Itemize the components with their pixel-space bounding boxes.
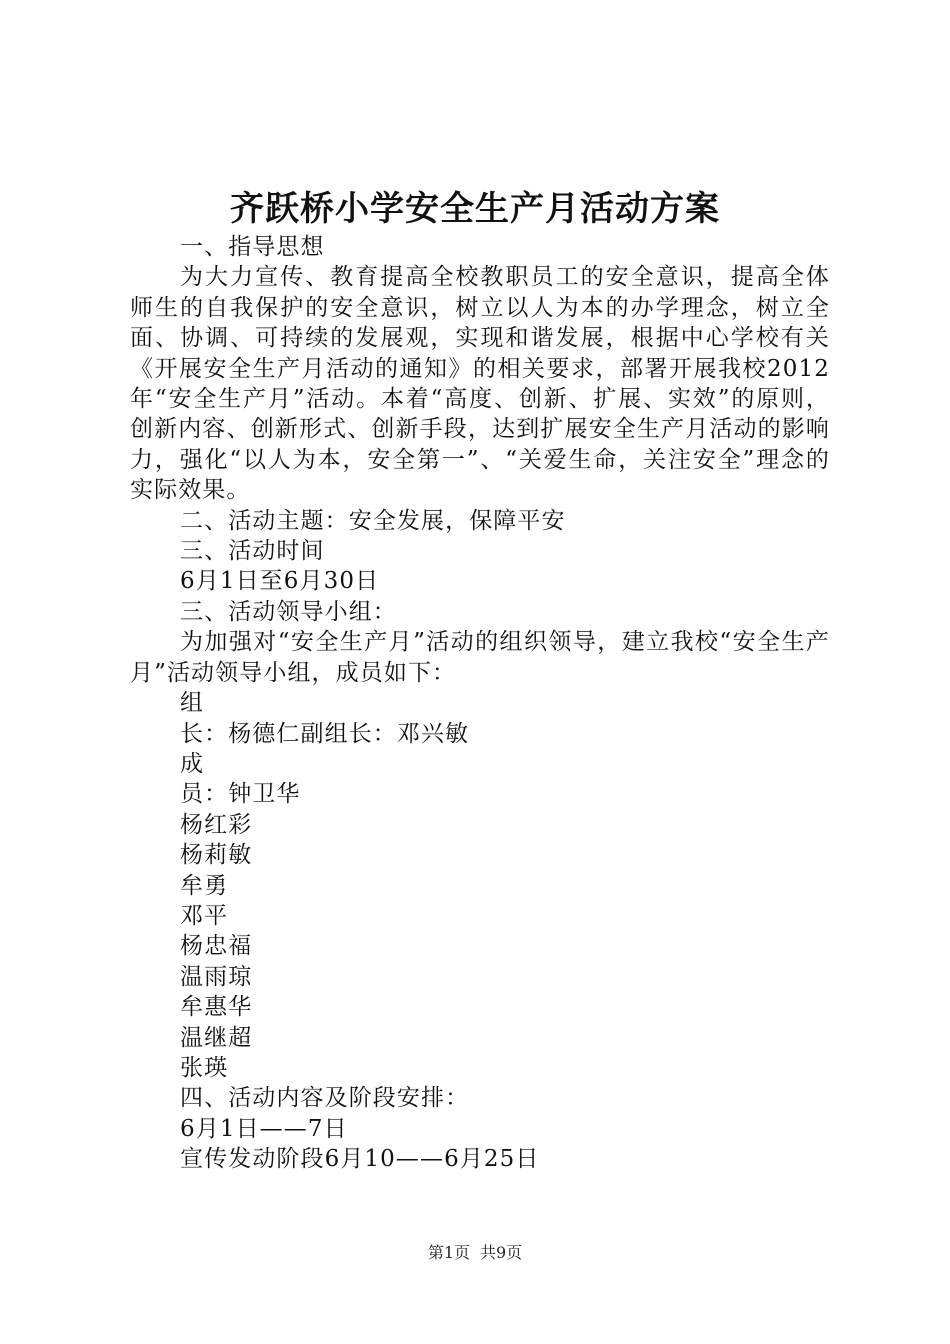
page-number: 第1页	[427, 1243, 470, 1262]
heading-leadership-group: 三、活动领导小组：	[180, 598, 397, 625]
list-item: 张瑛	[180, 1054, 229, 1081]
list-item: 组	[180, 690, 205, 717]
activity-time-value: 6月1日至6月30日	[180, 568, 380, 595]
list-item: 牟勇	[180, 872, 229, 899]
list-item: 杨莉敏	[180, 842, 253, 869]
document-title: 齐跃桥小学安全生产月活动方案	[230, 189, 720, 229]
list-item: 杨红彩	[180, 811, 253, 838]
heading-activity-content: 四、活动内容及阶段安排：	[180, 1085, 470, 1112]
heading-activity-time: 三、活动时间	[180, 538, 325, 565]
list-item: 长：杨德仁副组长：邓兴敏	[180, 720, 470, 747]
list-item: 牟惠华	[180, 994, 253, 1021]
list-item: 温继超	[180, 1024, 253, 1051]
list-item: 员：钟卫华	[180, 781, 301, 808]
paragraph-leadership-group: 为加强对“安全生产月”活动的组织领导，建立我校“安全生产月”活动领导小组，成员如下：	[130, 629, 830, 686]
list-item: 成	[180, 750, 205, 777]
schedule-line: 6月1日——7日	[180, 1115, 348, 1142]
list-item: 邓平	[180, 902, 229, 929]
heading-activity-theme: 二、活动主题：安全发展，保障平安	[180, 507, 566, 534]
list-item: 温雨琼	[180, 963, 253, 990]
page-footer	[0, 1242, 950, 1264]
list-item: 杨忠福	[180, 933, 253, 960]
page-total: 共9页	[480, 1243, 523, 1262]
paragraph-guiding-ideology: 为大力宣传、教育提高全校教职员工的安全意识，提高全体师生的自我保护的安全意识，树立以人为本的办学理念，树立全面、协调、可持续的发展观，实现和谐发展，根据中心学校有关《开展安全生产月活动的通知》的相关要求，部署开展我校2012年“安全生产月”活动。本着“高度、创新、扩展、实效”的原则，创新内容、创新形式、创新手段，达到扩展安全生产月活动的影响力，强化“以人为本，安全第一”、“关爱生命，关注安全”理念的实际效果。	[130, 264, 830, 504]
heading-guiding-ideology: 一、指导思想	[180, 234, 325, 260]
document-body	[130, 232, 830, 1175]
schedule-line: 宣传发动阶段6月10——6月25日	[180, 1146, 540, 1173]
